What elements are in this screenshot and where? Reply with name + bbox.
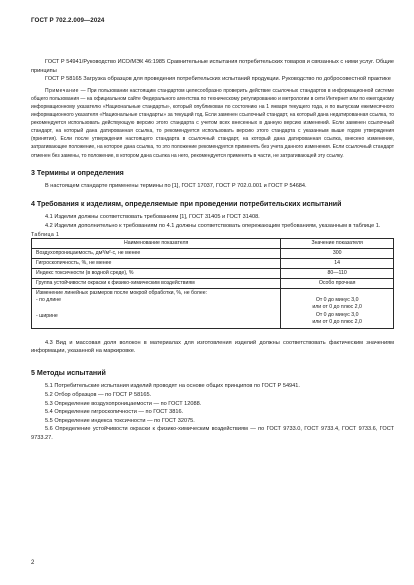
shrinkage-width-value-1: От 0 до минус 3,0	[315, 311, 359, 318]
row-name: Гигроскопичность, %, не менее	[32, 259, 281, 269]
page-header: ГОСТ Р 702.2.009—2024	[31, 17, 105, 24]
page-number: 2	[31, 560, 35, 566]
note-paragraph	[31, 87, 394, 160]
column-header-value: Значение показателя	[281, 239, 394, 249]
section-4-heading: 4 Требования к изделиям, определяемые при проведении потребительских испытаний	[31, 199, 342, 208]
row-name: Индекс токсичности (в водной среде), %	[32, 269, 281, 279]
shrinkage-length-value-2: или от 0 до плюс 2,0	[312, 304, 362, 311]
table-row-shrinkage	[32, 289, 394, 329]
section-4-2: 4.2 Изделия дополнительно к требованиям по 4.1 должны соответствовать опережающим требованиям, указанным в таблице 1.	[45, 222, 381, 229]
section-4-1: 4.1 Изделия должны соответствовать требованиям [1], ГОСТ 31405 и ГОСТ 31408.	[45, 214, 260, 221]
shrinkage-name: Изменение линейных размеров после мокрой обработки, %, не более:	[36, 290, 208, 297]
row-value: Особо прочная	[281, 279, 394, 289]
section-5-5: 5.5 Определение индекса токсичности — по ГОСТ 32075.	[45, 417, 195, 424]
note-lead: Примечание	[45, 87, 79, 94]
section-3-heading: 3 Термины и определения	[31, 168, 124, 177]
shrinkage-length-label: - по длине	[36, 297, 62, 304]
shrinkage-value-cell	[281, 289, 394, 329]
section-4-3: 4.3 Вид и массовая доля волокон в материалах для изготовления изделий должны соответствовать фактическим значениям информации, указанной на маркировке.	[31, 339, 394, 355]
row-value: 300	[281, 249, 394, 259]
row-value: 14	[281, 259, 394, 269]
table-row	[32, 259, 394, 269]
table-row	[32, 269, 394, 279]
section-5-heading: 5 Методы испытаний	[31, 369, 106, 378]
document-body	[31, 58, 394, 443]
section-5-4: 5.4 Определение гигроскопичности — по ГОСТ 3816.	[45, 409, 184, 416]
column-header-name: Наименование показателя	[32, 239, 281, 249]
table-row	[32, 279, 394, 289]
section-5-2: 5.2 Отбор образцов — по ГОСТ Р 58165.	[45, 392, 152, 399]
shrinkage-width-value-2: или от 0 до плюс 2,0	[312, 318, 362, 325]
row-value: 80—110	[281, 269, 394, 279]
shrinkage-length-value-1: От 0 до минус 3,0	[315, 297, 359, 304]
section-5-3: 5.3 Определение воздухопроницаемости — по ГОСТ 12088.	[45, 400, 202, 407]
table-caption: Таблица 1	[31, 232, 60, 239]
shrinkage-width-label: - ширине	[36, 312, 58, 319]
shrinkage-name-cell	[32, 289, 281, 329]
section-5-1: 5.1 Потребительские испытания изделий проводят на основе общих принципов по ГОСТ Р 54941.	[45, 383, 300, 390]
ref-54941: ГОСТ Р 54941/Руководство ИСО/МЭК 46:1985 Сравнительные испытания потребительских товаров и связанных с ними услуг. Общие принципы	[31, 59, 394, 74]
requirements-table	[31, 238, 394, 329]
table-header-row	[32, 239, 394, 249]
section-3-text: В настоящем стандарте применены термины по [1], ГОСТ 17037, ГОСТ Р 702.0.001 и ГОСТ Р 54684.	[45, 183, 307, 190]
section-5-6: 5.6 Определение устойчивости окраски к физико-химическим воздействиям — по ГОСТ 9733.0, ГОСТ 9733.4, ГОСТ 9733.6, ГОСТ 9733.27.	[31, 426, 394, 441]
row-name: Группа устойчивости окраски к физико-химическим воздействиям	[32, 279, 281, 289]
table-row	[32, 249, 394, 259]
ref-58165: ГОСТ Р 58165 Загрузка образцов для проведения потребительских испытаний продукции. Руководство по добросовестной практике	[45, 76, 391, 83]
note-text: — При пользовании настоящим стандартом целесообразно проверить действие ссылочных стандартов в информационной системе общего пользования — на официальном сайте Федерального агентства по техническому регулированию и метрологии в сети Интернет или по ежегодному информационному указателю «Национальные стандарты», который опубликован по состоянию на 1 января текущего года, и по выпускам ежемесячного информационного указателя «Национальные стандарты» за текущий год. Если заменен ссылочный стандарт, на который дана недатированная ссылка, то рекомендуется использовать действующую версию этого стандарта с учетом всех внесенных в данную версию изменений. Если заменен ссылочный стандарт, на который дана датированная ссылка, то рекомендуется использовать версию этого стандарта с указанным выше годом утверждения (принятия). Если после утверждения настоящего стандарта в ссылочный стандарт, на который дана датированная ссылка, внесено изменение, затрагивающее положение, на которое дана ссылка, то это положение рекомендуется применять без учета данного изменения. Если ссылочный стандарт отменен без замены, то положение, в котором дана ссылка на него, рекомендуется применять в части, не затрагивающей эту ссылку.	[31, 87, 394, 159]
row-name: Воздухопроницаемость, дм³/м²·с, не менее	[32, 249, 281, 259]
